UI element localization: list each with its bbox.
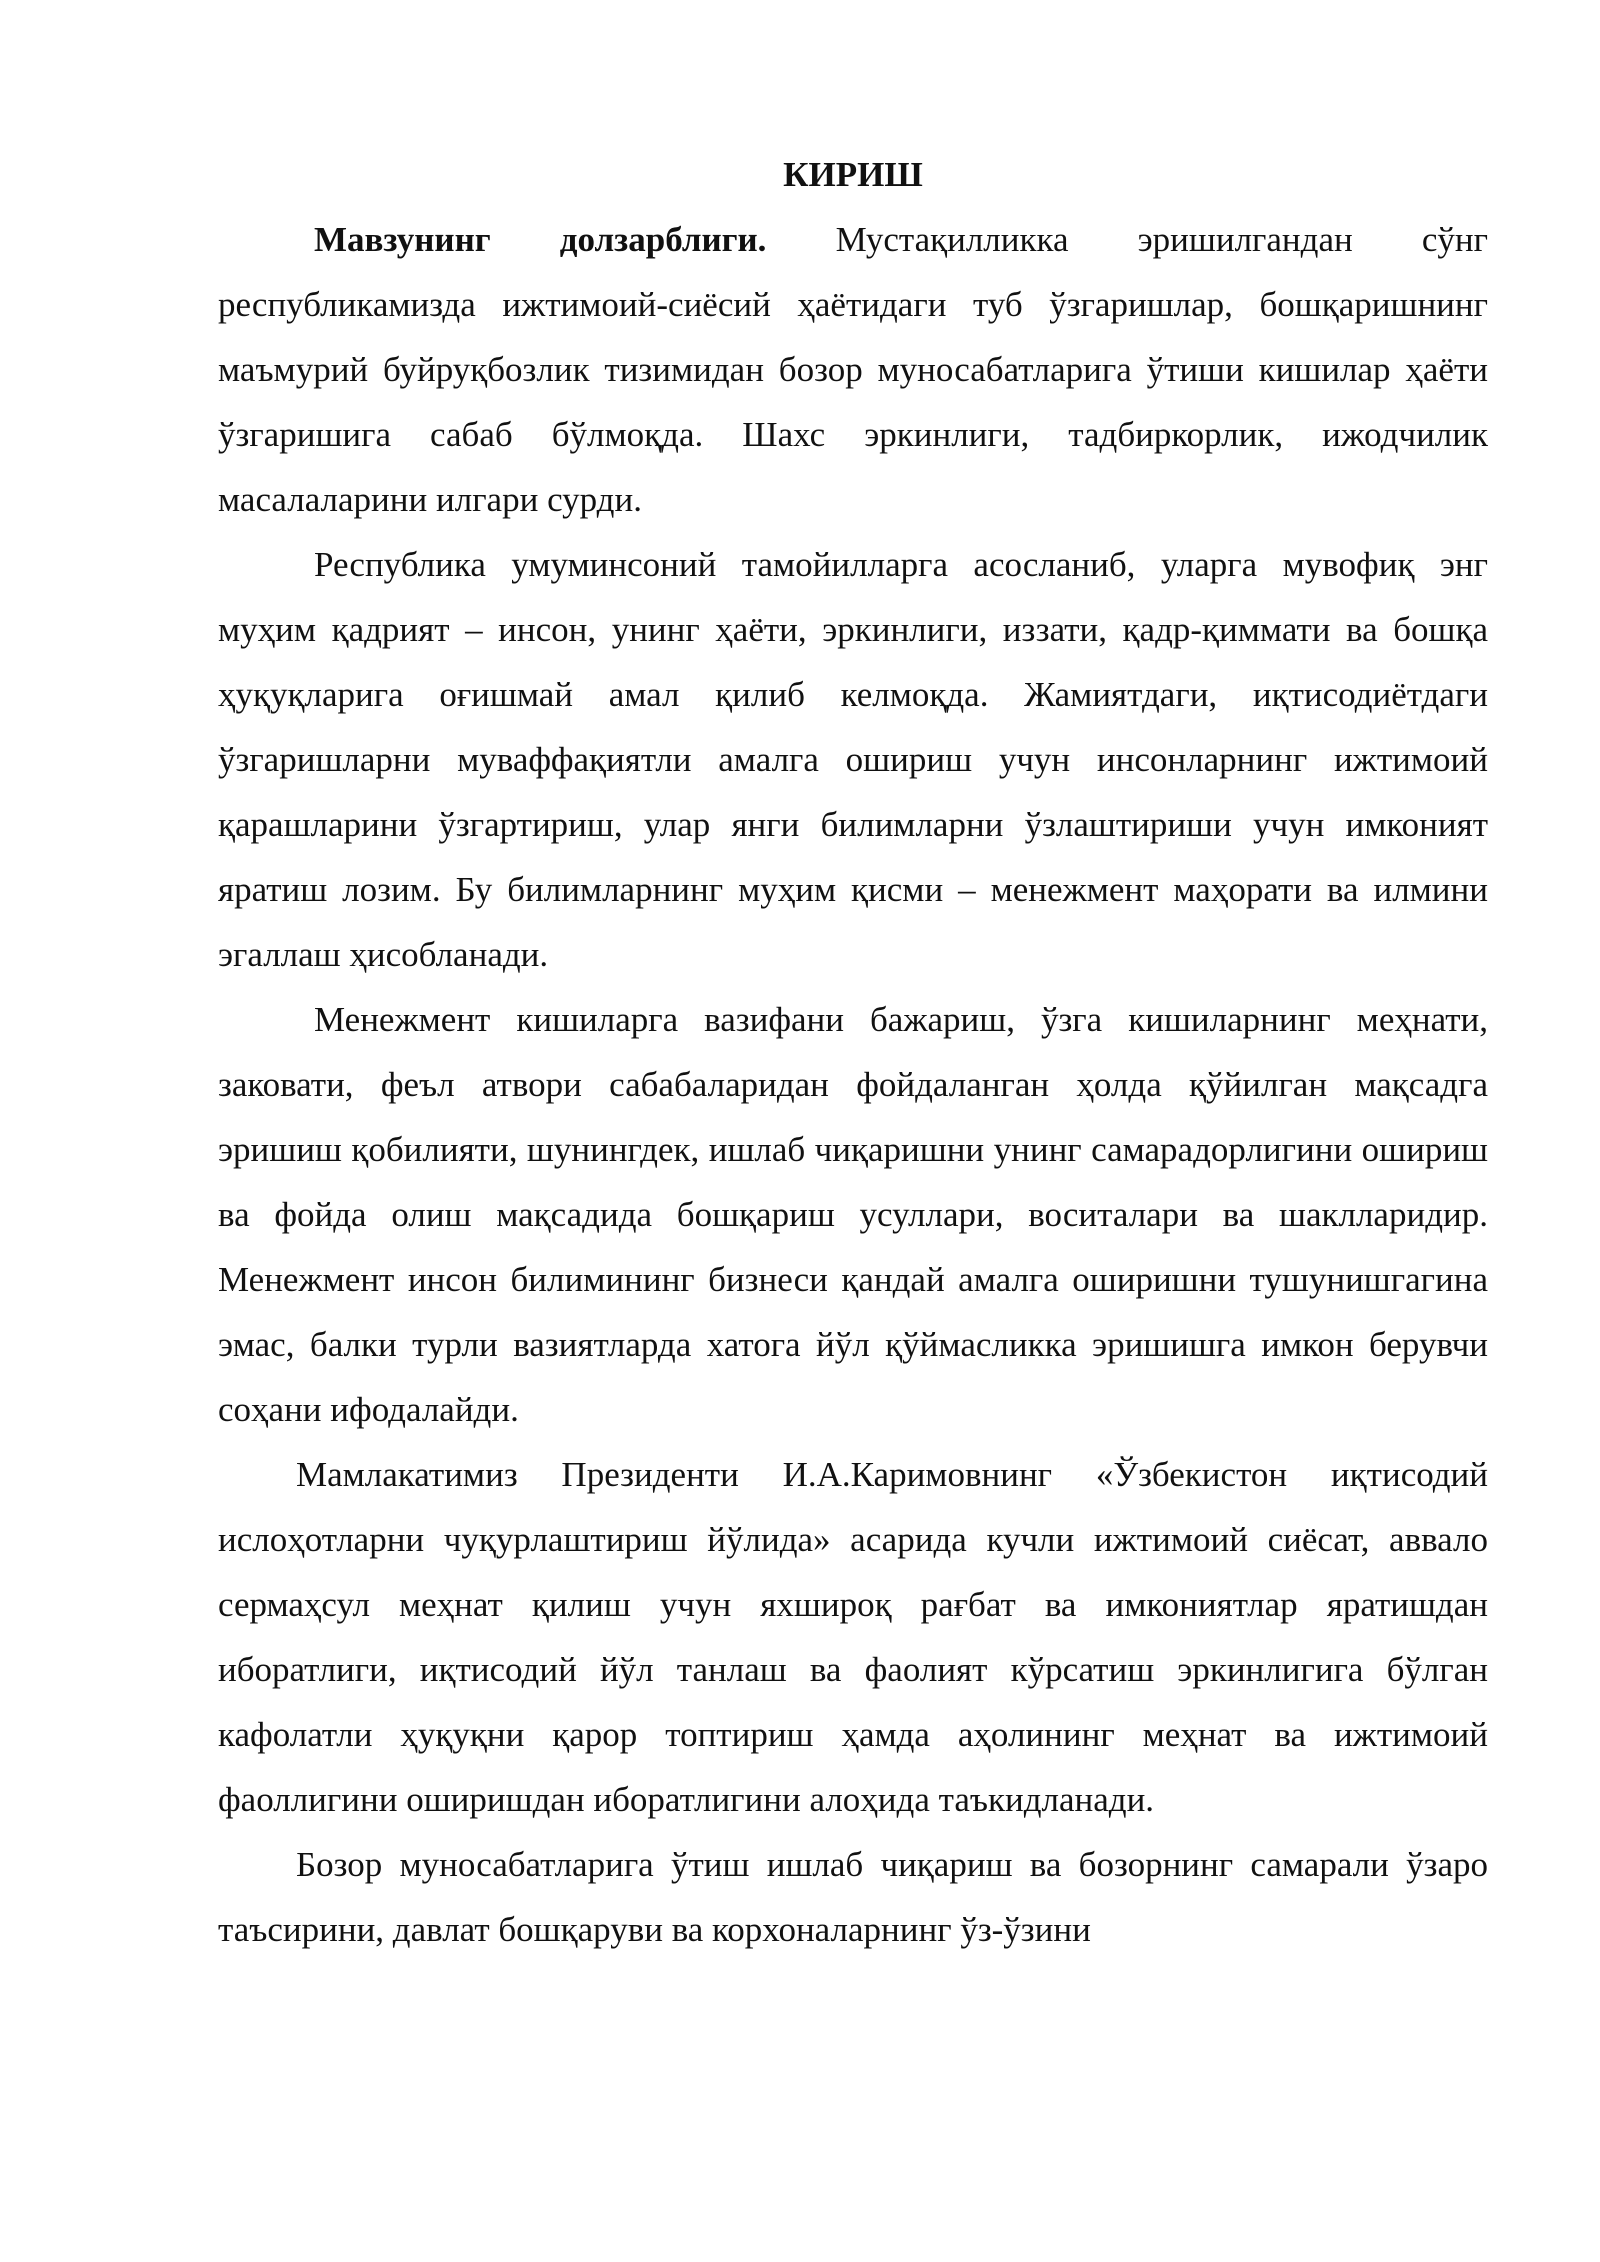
paragraph-republic: Республика умуминсоний тамойилларга асосланиб, уларга мувофиқ энг муҳим қадрият – инсон, унинг ҳаёти, эркинлиги, иззати, қадр-қиммати ва бошқа ҳуқуқларига оғишмай амал қилиб келмоқда. Жамиятдаги, иқтисодиётдаги ўзгаришларни муваффақиятли амалга ошириш учун инсонларнинг ижтимоий қарашларини ўзгартириш, улар янги билимларни ўзлаштириши учун имконият яратиш лозим. Бу билимларнинг муҳим қисми – менежмент маҳорати ва илмини эгаллаш ҳисобланади. [218, 545, 1488, 974]
paragraph-lead: Мавзунинг долзарблиги. [314, 220, 767, 259]
paragraph-president: Мамлакатимиз Президенти И.А.Каримовнинг «Ўзбекистон иқтисодий ислоҳотларни чуқурлаштириш йўлида» асарида кучли ижтимоий сиёсат, аввало сермаҳсул меҳнат қилиш учун яхшироқ рағбат ва имкониятлар яратишдан иборатлиги, иқтисодий йўл танлаш ва фаолият кўрсатиш эркинлигига бўлган кафолатли ҳуқуқни қарор топтириш ҳамда аҳолининг меҳнат ва ижтимоий фаоллигини оширишдан иборатлигини алоҳида таъкидланади. [218, 1455, 1488, 1819]
paragraph-text: Мустақилликка эришилгандан сўнг республикамизда ижтимоий-сиёсий ҳаётидаги туб ўзгаришлар, бошқаришнинг маъмурий буйруқбозлик тизимидан бозор муносабатларига ўтиши кишилар ҳаёти ўзгаришига сабаб бўлмоқда. Шахс эркинлиги, тадбиркорлик, ижодчилик масалаларини илгари сурди. [218, 220, 1488, 519]
document-body [218, 145, 1488, 1962]
paragraph-management: Менежмент кишиларга вазифани бажариш, ўзга кишиларнинг меҳнати, заковати, феъл атвори сабабаларидан фойдаланган ҳолда қўйилган мақсадга эришиш қобилияти, шунингдек, ишлаб чиқаришни унинг самарадорлигини ошириш ва фойда олиш мақсадида бошқариш усуллари, воситалари ва шаклларидир. Менежмент инсон билимининг бизнеси қандай амалга оширишни тушунишгагина эмас, балки турли вазиятларда хатога йўл қўймасликка эришишга имкон берувчи соҳани ифодалайди. [218, 1000, 1488, 1429]
paragraph-market: Бозор муносабатларига ўтиш ишлаб чиқариш ва бозорнинг самарали ўзаро таъсирини, давлат бошқаруви ва корхоналарнинг ўз-ўзини [218, 1845, 1488, 1949]
document-title: КИРИШ [783, 155, 923, 194]
paragraph-relevance [218, 207, 1488, 532]
